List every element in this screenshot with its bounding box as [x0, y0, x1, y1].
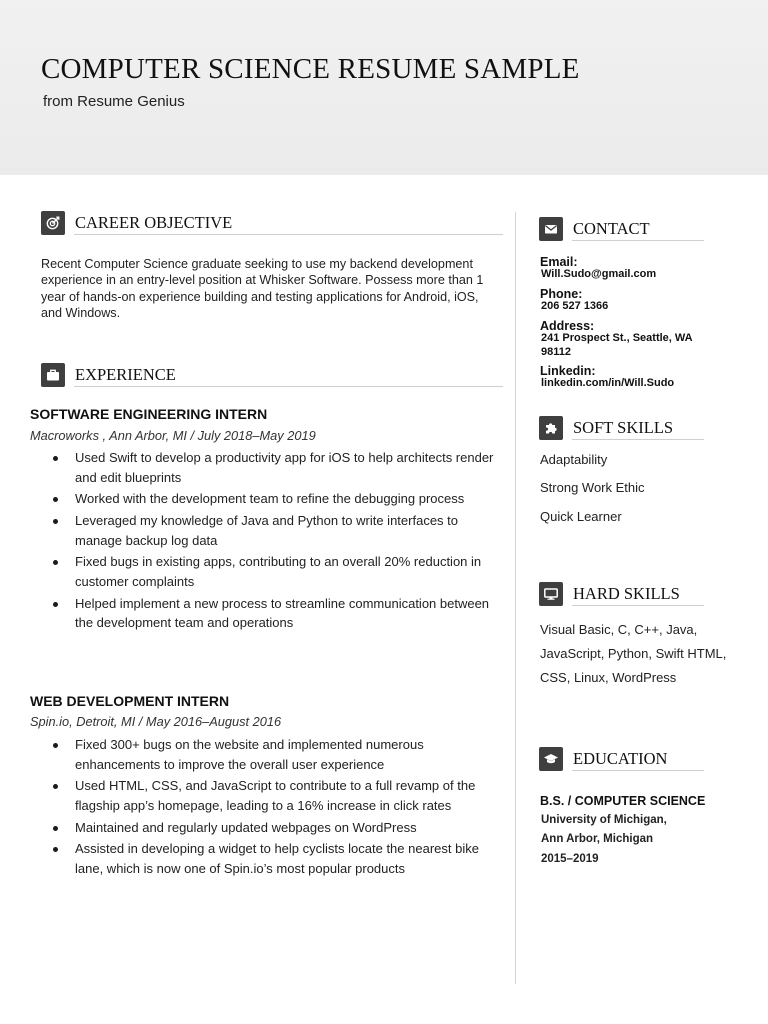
- section-rule: [572, 240, 704, 241]
- section-career-objective: [41, 211, 503, 237]
- bullet-item: Used HTML, CSS, and JavaScript to contribute to a full revamp of the flagship app’s homepage, leading to a 16% increase in click rates: [51, 776, 506, 815]
- job-title: SOFTWARE ENGINEERING INTERN: [30, 406, 268, 422]
- section-experience: [41, 363, 503, 389]
- bullet-item: Leveraged my knowledge of Java and Python to write interfaces to manage backup log data: [51, 511, 506, 550]
- bullet-item: Used Swift to develop a productivity app for iOS to help architects render and edit blueprints: [51, 448, 506, 487]
- linkedin-value: linkedin.com/in/Will.Sudo: [541, 377, 675, 389]
- column-divider: [515, 212, 516, 984]
- resume-subtitle: from Resume Genius: [43, 93, 185, 110]
- bullet-item: Fixed 300+ bugs on the website and implemented numerous enhancements to improve the overall user experience: [51, 735, 506, 774]
- briefcase-icon: [41, 363, 65, 387]
- section-title: HARD SKILLS: [573, 584, 680, 603]
- hard-skills-list: Visual Basic, C, C++, Java, JavaScript, Python, Swift HTML, CSS, Linux, WordPress: [540, 622, 727, 686]
- section-contact: [539, 217, 709, 243]
- section-rule: [572, 439, 704, 440]
- soft-skill-item: Quick Learner: [540, 509, 622, 524]
- section-rule: [74, 386, 503, 387]
- email-label: Email:: [540, 255, 578, 269]
- education-school: University of Michigan,: [541, 814, 667, 826]
- resume-title: COMPUTER SCIENCE RESUME SAMPLE: [41, 53, 580, 85]
- phone-label: Phone:: [540, 287, 583, 301]
- phone-value: 206 527 1366: [541, 300, 609, 312]
- section-rule: [572, 605, 704, 606]
- section-hard-skills: [539, 582, 709, 608]
- job-meta: Macroworks , Ann Arbor, MI / July 2018–May 2019: [30, 428, 316, 443]
- objective-paragraph: Recent Computer Science graduate seeking to use my backend development experience in an entry-level position at Whisker Software. Possess more than 1 year of hands-on experience building and testing applications for Android, iOS, and Windows.: [41, 257, 484, 320]
- puzzle-icon: [539, 416, 563, 440]
- section-rule: [74, 234, 503, 235]
- bullet-item: Assisted in developing a widget to help cyclists locate the nearest bike lane, which is now one of Spin.io’s most popular products: [51, 839, 506, 878]
- email-value: Will.Sudo@gmail.com: [541, 268, 657, 280]
- section-title: SOFT SKILLS: [573, 418, 674, 437]
- envelope-icon: [539, 217, 563, 241]
- section-rule: [572, 770, 704, 771]
- section-education: [539, 747, 709, 773]
- section-title: EXPERIENCE: [75, 365, 176, 384]
- education-location: Ann Arbor, Michigan: [541, 833, 654, 845]
- section-soft-skills: [539, 416, 709, 442]
- soft-skill-item: Strong Work Ethic: [540, 480, 645, 495]
- bullet-item: Worked with the development team to refine the debugging process: [51, 489, 506, 509]
- job-bullets: [51, 448, 506, 635]
- graduation-cap-icon: [539, 747, 563, 771]
- section-title: CAREER OBJECTIVE: [75, 213, 233, 232]
- soft-skill-item: Adaptability: [540, 452, 608, 467]
- job-title: WEB DEVELOPMENT INTERN: [30, 693, 230, 709]
- bullet-item: Fixed bugs in existing apps, contributing to an overall 20% reduction in customer complaints: [51, 552, 506, 591]
- section-title: EDUCATION: [573, 749, 668, 768]
- job-meta: Spin.io, Detroit, MI / May 2016–August 2016: [30, 714, 282, 729]
- address-value: 241 Prospect St., Seattle, WA 98112: [541, 332, 693, 358]
- bullet-item: Maintained and regularly updated webpages on WordPress: [51, 818, 506, 838]
- job-bullets: [51, 735, 506, 881]
- linkedin-label: Linkedin:: [540, 364, 596, 378]
- target-icon: [41, 211, 65, 235]
- education-years: 2015–2019: [541, 853, 599, 865]
- monitor-icon: [539, 582, 563, 606]
- resume-header: [0, 0, 768, 175]
- section-title: CONTACT: [573, 219, 650, 238]
- bullet-item: Helped implement a new process to streamline communication between the development team and operations: [51, 594, 506, 633]
- education-degree: B.S. / COMPUTER SCIENCE: [540, 794, 706, 808]
- address-label: Address:: [540, 319, 595, 333]
